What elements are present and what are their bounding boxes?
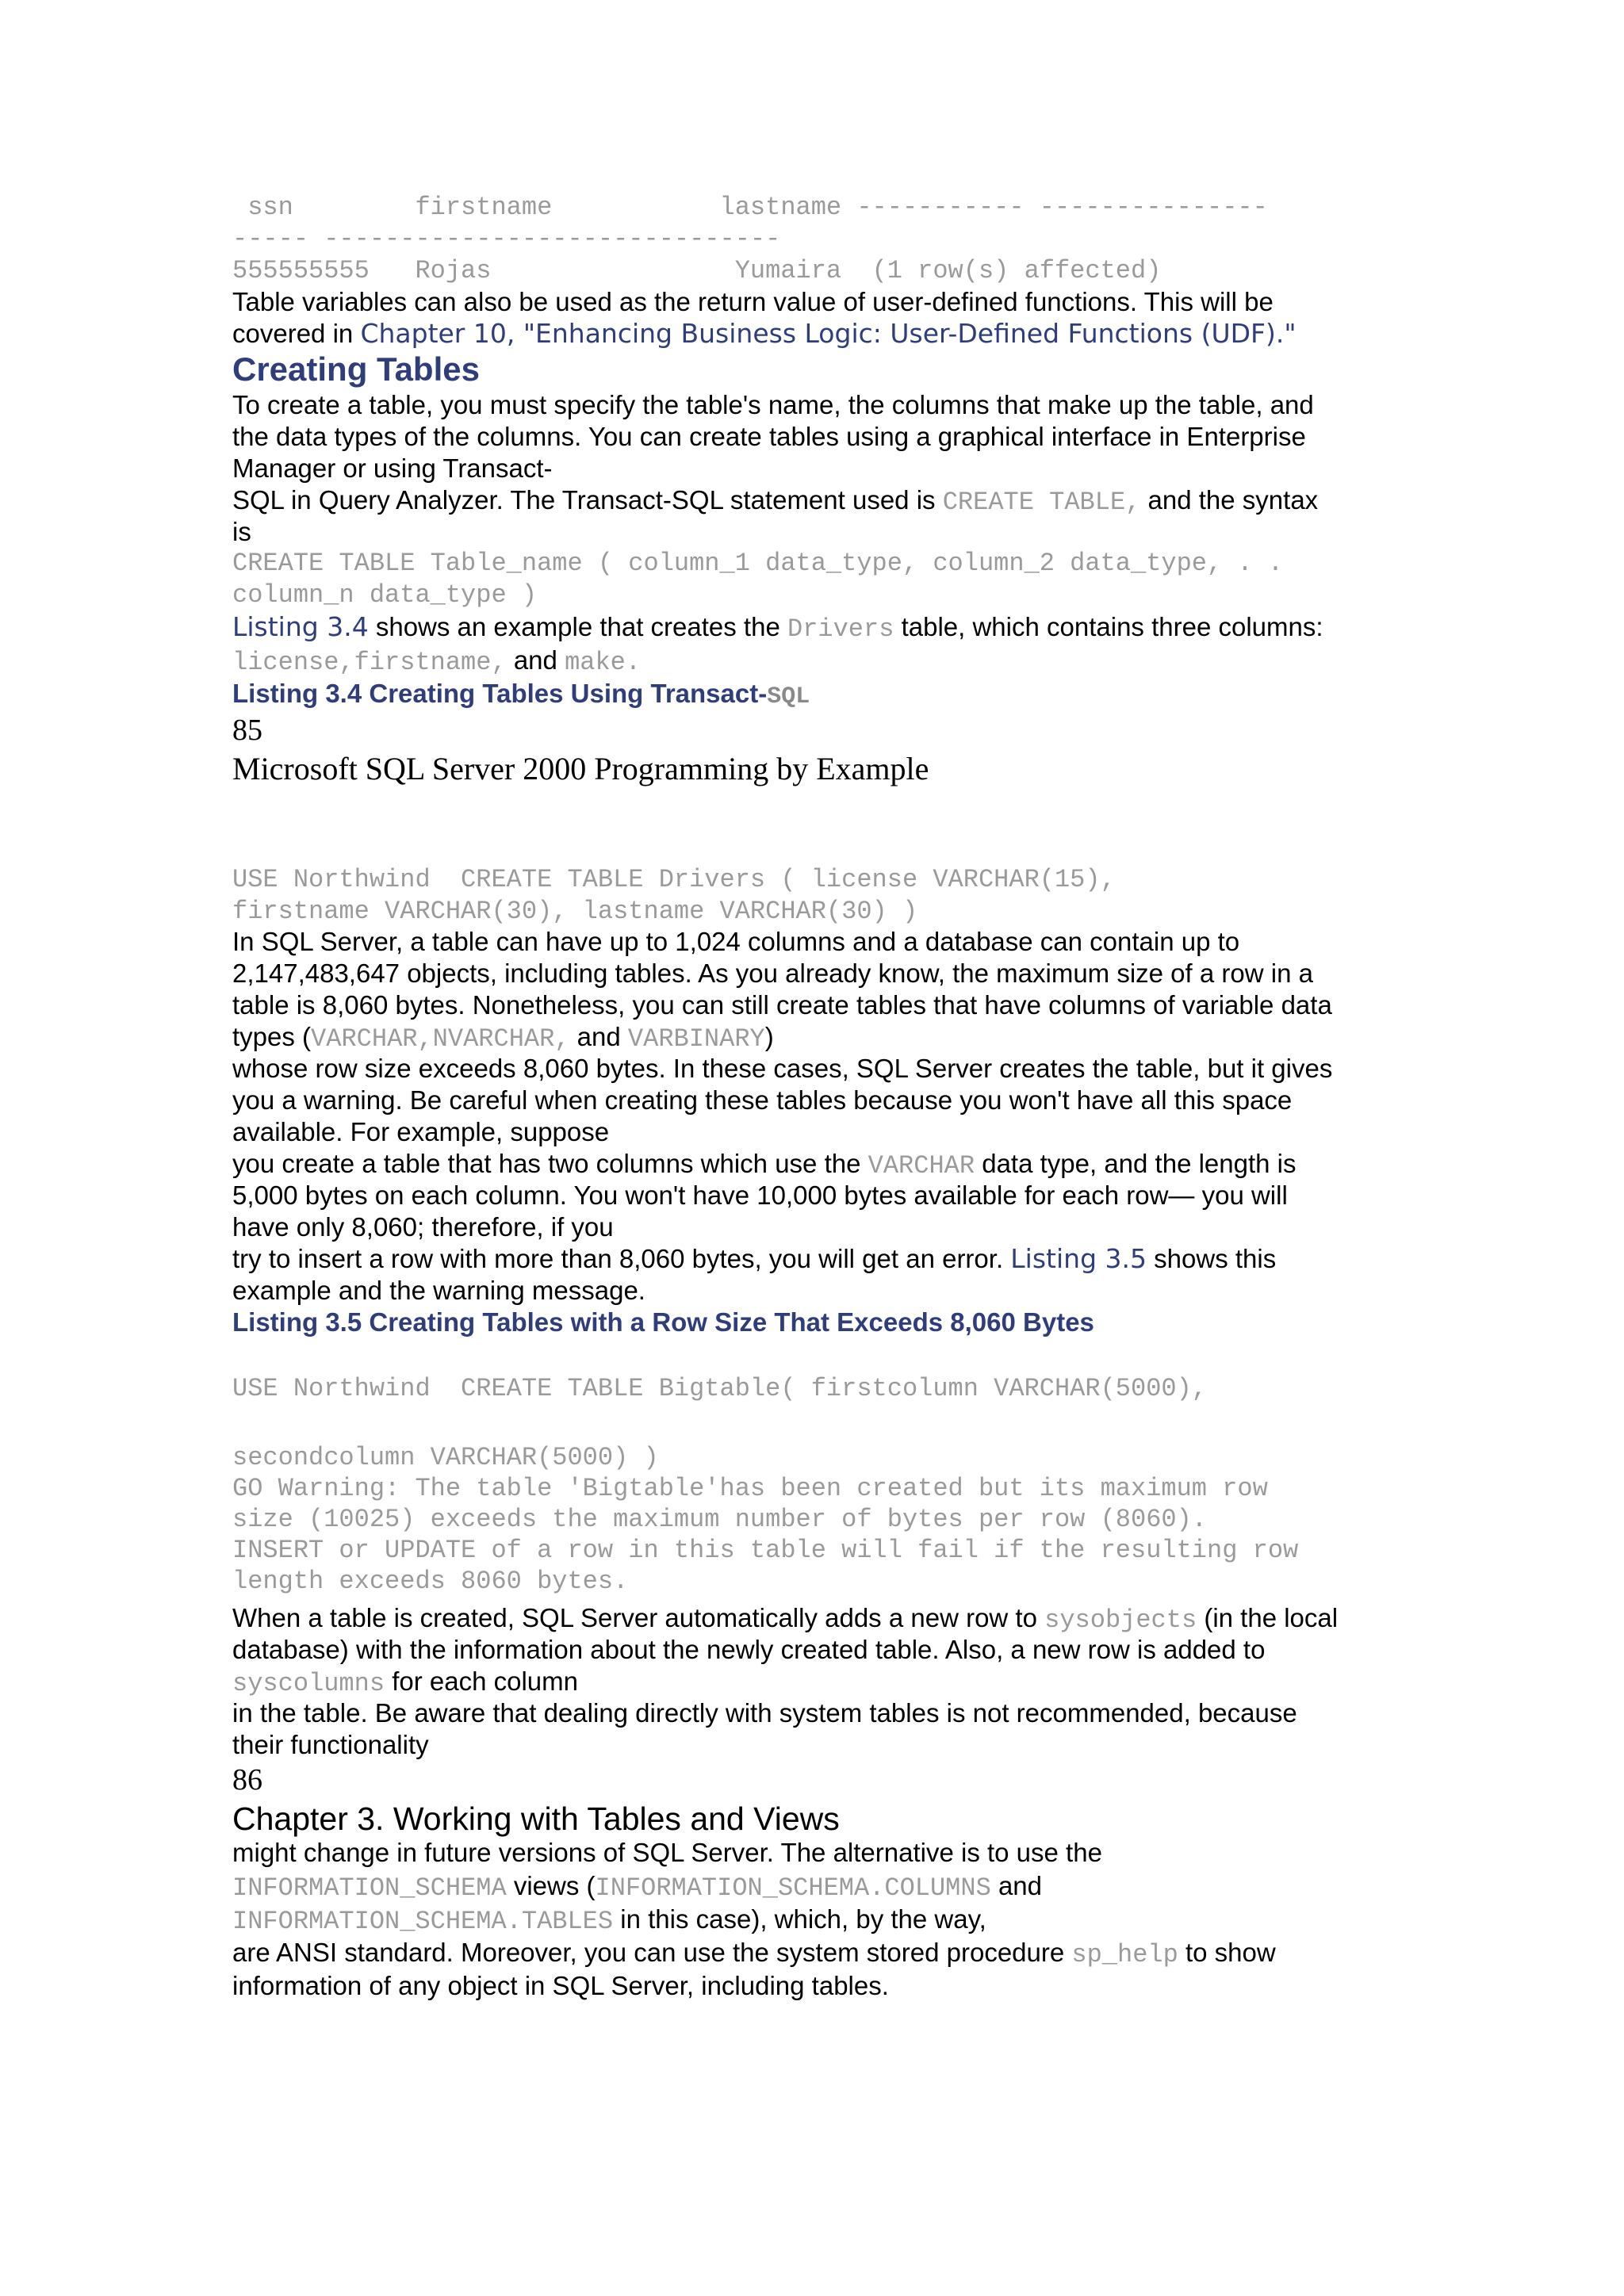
text-run: shows an example that creates the [368, 612, 787, 641]
paragraph-line [232, 647, 641, 675]
chapter-10-link[interactable]: Chapter 10, "Enhancing Business Logic: User-Defined Functions (UDF)." [360, 318, 1297, 349]
text-run: ) [764, 1022, 774, 1051]
paragraph-line: 2,147,483,647 objects, including tables. As you already know, the maximum size of a row in a [232, 959, 1313, 988]
inline-code: INFORMATION_SCHEMA.COLUMNS [595, 1873, 991, 1903]
paragraph-line: information of any object in SQL Server, including tables. [232, 1971, 889, 2000]
paragraph-line: available. For example, suppose [232, 1117, 610, 1146]
text-run: SQL in Query Analyzer. The Transact-SQL statement used is [232, 485, 943, 515]
text-run: shows this [1146, 1244, 1277, 1273]
paragraph-line [232, 1939, 1276, 1968]
paragraph-line [232, 1605, 1338, 1633]
code-line: length exceeds 8060 bytes. [232, 1567, 629, 1596]
code-line: USE Northwind CREATE TABLE Bigtable( firstcolumn VARCHAR(5000), [232, 1374, 1207, 1403]
code-line: INSERT or UPDATE of a row in this table will fail if the resulting row [232, 1536, 1299, 1565]
text-run: are ANSI standard. Moreover, you can use the system stored procedure [232, 1938, 1072, 1967]
paragraph-line: Table variables can also be used as the return value of user-defined functions. This will be [232, 287, 1274, 316]
paragraph-line: whose row size exceeds 8,060 bytes. In these cases, SQL Server creates the table, but it gives [232, 1054, 1333, 1083]
text-run: to show [1178, 1938, 1276, 1967]
paragraph-line [232, 1150, 1297, 1179]
caption-text: Listing 3.4 Creating Tables Using Transact- [232, 679, 768, 708]
paragraph-line [232, 1906, 986, 1934]
paragraph-line: In SQL Server, a table can have up to 1,024 columns and a database can contain up to [232, 927, 1240, 956]
paragraph-line: is [232, 517, 251, 546]
inline-code: VARCHAR,NVARCHAR, [311, 1024, 570, 1054]
inline-code: license,firstname, [232, 648, 507, 677]
syntax-line-2: column_n data_type ) [232, 580, 538, 610]
text-run: and the syntax [1140, 485, 1319, 515]
page-number: 85 [232, 714, 262, 747]
paragraph-line: might change in future versions of SQL Server. The alternative is to use the [232, 1838, 1102, 1867]
syntax-line-1: CREATE TABLE Table_name ( column_1 data_type, column_2 data_type, . . [232, 549, 1284, 578]
code-line: size (10025) exceeds the maximum number of bytes per row (8060). [232, 1505, 1207, 1534]
code-line: GO Warning: The table 'Bigtable'has been created but its maximum row [232, 1474, 1268, 1503]
text-run: for each column [385, 1667, 578, 1696]
listing-3-5-caption: Listing 3.5 Creating Tables with a Row Size That Exceeds 8,060 Bytes [232, 1307, 1094, 1337]
text-run: and [990, 1871, 1043, 1900]
paragraph-line [232, 487, 1318, 515]
paragraph-line: in the table. Be aware that dealing directly with system tables is not recommended, because [232, 1698, 1297, 1728]
result-header-line-1: ssn firstname lastname ----------- --------------- [232, 193, 1268, 222]
text-run: data type, and the length is [975, 1149, 1297, 1178]
code-line: secondcolumn VARCHAR(5000) ) [232, 1443, 659, 1472]
inline-code: sysobjects [1044, 1605, 1197, 1635]
code-line: USE Northwind CREATE TABLE Drivers ( license VARCHAR(15), [232, 865, 1116, 894]
text-run: (in the local [1197, 1603, 1339, 1632]
text-run: table, which contains three columns: [894, 612, 1323, 641]
result-header-line-2: ----- ------------------------------ [232, 224, 781, 254]
section-heading: Creating Tables [232, 350, 480, 388]
running-header: Microsoft SQL Server 2000 Programming by Example [232, 751, 929, 786]
text-run: types ( [232, 1022, 312, 1051]
inline-code: VARCHAR [868, 1151, 975, 1181]
paragraph-line [232, 1024, 774, 1052]
paragraph-line: Manager or using Transact- [232, 453, 553, 483]
inline-code: sp_help [1071, 1940, 1178, 1969]
listing-3-5-link[interactable]: Listing 3.5 [1010, 1243, 1147, 1274]
inline-code: INFORMATION_SCHEMA.TABLES [232, 1907, 614, 1936]
paragraph-line: To create a table, you must specify the table's name, the columns that make up the table, and [232, 390, 1314, 419]
text-run: in this case), which, by the way, [613, 1904, 986, 1934]
result-row: 555555555 Rojas Yumaira (1 row(s) affected) [232, 256, 1162, 285]
code-line: firstname VARCHAR(30), lastname VARCHAR(30) ) [232, 897, 918, 926]
listing-3-4-caption [232, 680, 810, 709]
text-run: and [506, 645, 565, 675]
inline-code: VARBINARY [627, 1024, 765, 1054]
paragraph-line [232, 1873, 1042, 1901]
inline-code: Drivers [787, 614, 894, 644]
page-number: 86 [232, 1763, 262, 1797]
paragraph-line: the data types of the columns. You can create tables using a graphical interface in Enterprise [232, 422, 1306, 451]
paragraph-line: their functionality [232, 1730, 429, 1759]
paragraph-line [232, 318, 1297, 349]
listing-3-4-link[interactable]: Listing 3.4 [232, 611, 369, 642]
text-run: covered in [232, 319, 361, 348]
inline-code: INFORMATION_SCHEMA [232, 1873, 507, 1903]
text-run: try to insert a row with more than 8,060 bytes, you will get an error. [232, 1244, 1011, 1273]
paragraph-line: table is 8,060 bytes. Nonetheless, you can still create tables that have columns of variable data [232, 990, 1332, 1020]
text-run: views ( [506, 1871, 596, 1900]
inline-code: syscolumns [232, 1669, 385, 1698]
paragraph-line: database) with the information about the newly created table. Also, a new row is added to [232, 1635, 1266, 1664]
text-run: you create a table that has two columns which use the [232, 1149, 868, 1178]
paragraph-line: example and the warning message. [232, 1276, 645, 1305]
paragraph-line: have only 8,060; therefore, if you [232, 1212, 614, 1242]
paragraph-line [232, 1243, 1277, 1274]
paragraph-line: 5,000 bytes on each column. You won't have 10,000 bytes available for each row— you will [232, 1181, 1288, 1210]
running-header: Chapter 3. Working with Tables and Views [232, 1800, 840, 1837]
inline-code: make. [565, 648, 642, 677]
text-run: and [569, 1022, 628, 1051]
paragraph-line [232, 611, 1323, 644]
inline-code: CREATE TABLE, [942, 488, 1141, 517]
text-run: When a table is created, SQL Server automatically adds a new row to [232, 1603, 1045, 1632]
paragraph-line: you a warning. Be careful when creating these tables because you won't have all this space [232, 1085, 1293, 1115]
caption-code: SQL [767, 683, 810, 710]
paragraph-line [232, 1668, 578, 1697]
